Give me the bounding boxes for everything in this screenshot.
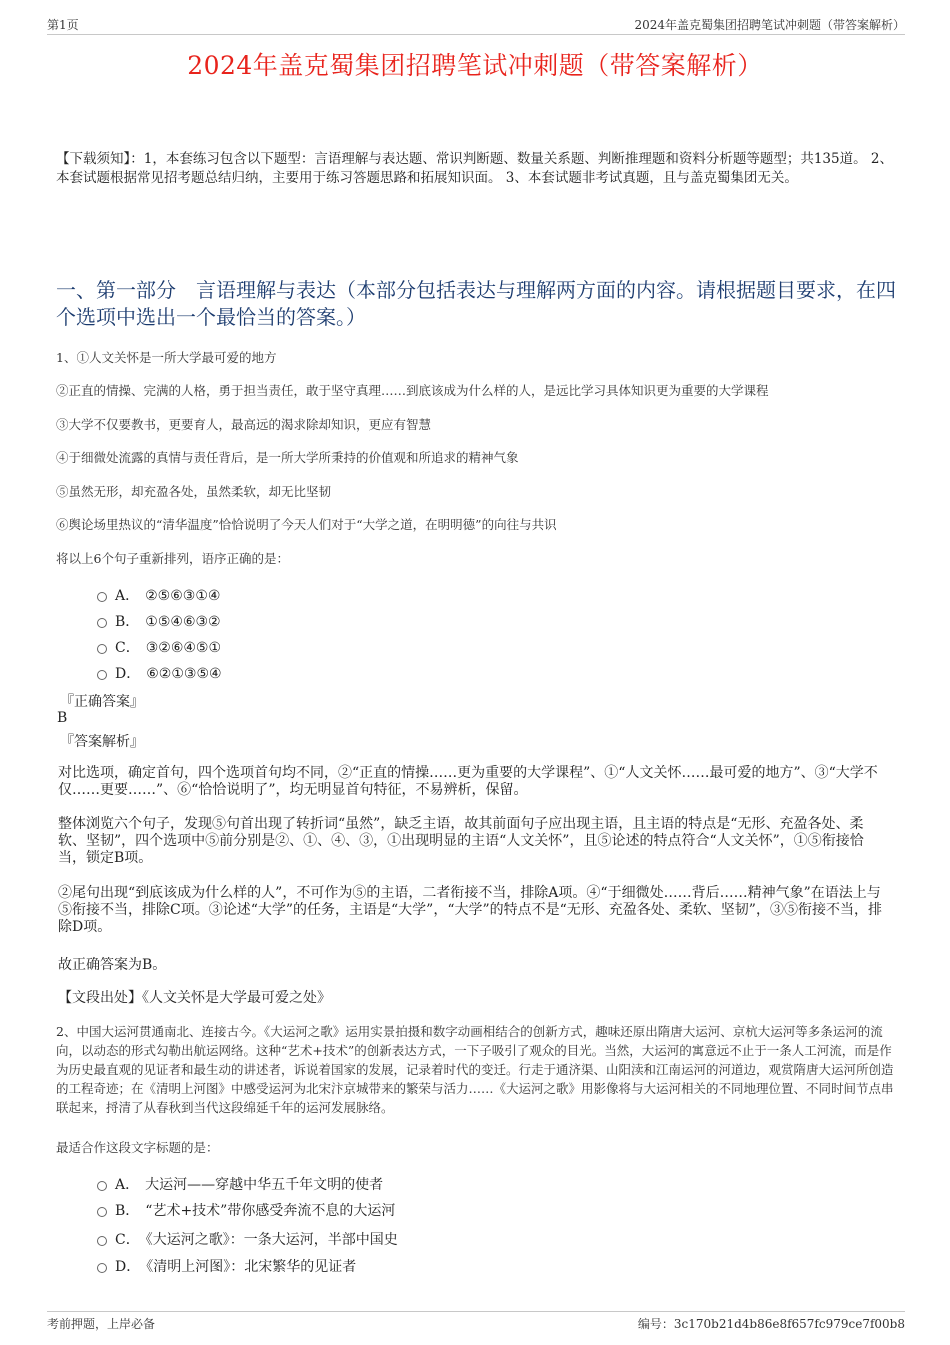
q1-sentence-4: ④于细微处流露的真情与责任背后，是一所大学所秉持的价值观和所追求的精神气象 bbox=[56, 450, 519, 465]
q1-stem: 1、①人文关怀是一所大学最可爱的地方 bbox=[56, 350, 277, 365]
q1-option-d[interactable]: D． ⑥②①③⑤④ bbox=[97, 663, 222, 683]
q1-sentence-2: ②正直的情操、完满的人格，勇于担当责任，敢于坚守真理……到底该成为什么样的人，是远比学习具体知识更为重要的大学课程 bbox=[56, 383, 769, 398]
q2-option-a[interactable]: A． 大运河——穿越中华五千年文明的使者 bbox=[97, 1174, 383, 1194]
document-title: 2024年盖克蜀集团招聘笔试冲刺题（带答案解析） bbox=[187, 51, 763, 80]
radio-icon[interactable] bbox=[97, 644, 107, 654]
footer-slogan: 考前押题，上岸必备 bbox=[47, 1317, 156, 1331]
q1-sentence-5: ⑤虽然无形，却充盈各处，虽然柔软，却无比坚韧 bbox=[56, 484, 332, 499]
radio-icon[interactable] bbox=[97, 618, 107, 628]
q1-sentence-6: ⑥舆论场里热议的“清华温度”恰恰说明了今天人们对于“大学之道，在明明德”的向往与共识 bbox=[56, 517, 557, 532]
section-heading: 一、第一部分 言语理解与表达（本部分包括表达与理解两方面的内容。请根据题目要求，在四个选项中选出一个最恰当的答案。） bbox=[56, 278, 896, 329]
q2-stem: 2、中国大运河贯通南北、连接古今。《大运河之歌》运用实景拍摄和数字动画相结合的创新方式，趣味还原出隋唐大运河、京杭大运河等多条运河的流向，以动态的形式勾勒出航运网络。这种“艺术+技术”的创新表达方式，一下子吸引了观众的目光。当然，大运河的寓意远不止于一条人工河流，而是作为历史最直观的见证者和最生动的讲述者，诉说着国家的发展，记录着时代的变迁。行走于通济渠、山阳渎和江南运河的河道边，观赏隋唐大运河所创造的工程奇迹；在《清明上河图》中感受运河为北宋汴京城带来的繁荣与活力……《大运河之歌》用影像将与大运河相关的不同地理位置、不同时间节点串联起来，捋清了从春秋到当代这段绵延千年的运河发展脉络。 bbox=[56, 1024, 894, 1115]
q2-option-d[interactable]: D． 《清明上河图》：北宋繁华的见证者 bbox=[97, 1256, 356, 1276]
page-header bbox=[47, 14, 905, 35]
q1-sentence-3: ③大学不仅要教书，更要育人，最高远的渴求除却知识，更应有智慧 bbox=[56, 417, 432, 432]
radio-icon[interactable] bbox=[97, 1181, 107, 1191]
download-notice: 【下载须知】：1，本套练习包含以下题型：言语理解与表达题、常识判断题、数量关系题、判断推理题和资料分析题等题型；共135道。 2、本套试题根据常见招考题总结归纳，主要用于练习答题思路和拓展知识面。 3、本套试题非考试真题，且与盖克蜀集团无关。 bbox=[56, 151, 893, 186]
page-number: 第1页 bbox=[47, 18, 79, 32]
analysis-paragraph: 整体浏览六个句子，发现⑤句首出现了转折词“虽然”，缺乏主语，故其前面句子应出现主语，且主语的特点是“无形、充盈各处、柔软、坚韧”，四个选项中⑤前分别是②、①、④、③，①出现明显的主语“人文关怀”，且⑤论述的特点符合“人文关怀”，①⑤衔接恰当，锁定B项。 bbox=[58, 816, 864, 866]
radio-icon[interactable] bbox=[97, 1263, 107, 1273]
analysis-label: 『答案解析』 bbox=[60, 734, 144, 750]
text-source: 【文段出处】《人文关怀是大学最可爱之处》 bbox=[58, 990, 331, 1006]
page-footer bbox=[47, 1311, 905, 1332]
analysis-conclusion: 故正确答案为B。 bbox=[58, 957, 167, 973]
analysis-paragraph: 对比选项，确定首句，四个选项首句均不同，②“正直的情操……更为重要的大学课程”、①“人文关怀……最可爱的地方”、③“大学不仅……更要……”、⑥“恰恰说明了”，均无明显首句特征，不易辨析，保留。 bbox=[58, 765, 878, 798]
correct-answer-label: 『正确答案』 bbox=[60, 694, 144, 710]
radio-icon[interactable] bbox=[97, 1207, 107, 1217]
radio-icon[interactable] bbox=[97, 1236, 107, 1246]
header-doc-title: 2024年盖克蜀集团招聘笔试冲刺题（带答案解析） bbox=[634, 18, 905, 32]
radio-icon[interactable] bbox=[97, 592, 107, 602]
q1-option-a[interactable]: A． ②⑤⑥③①④ bbox=[97, 585, 220, 605]
analysis-paragraph: ②尾句出现“到底该成为什么样的人”，不可作为⑤的主语，二者衔接不当，排除A项。④“于细微处……背后……精神气象”在语法上与⑤衔接不当，排除C项。③论述“大学”的任务，主语是“大学”，“大学”的特点不是“无形、充盈各处、柔软、坚韧”，③⑤衔接不当，排除D项。 bbox=[58, 885, 882, 935]
correct-answer: B bbox=[57, 710, 68, 726]
q1-option-b[interactable]: B． ①⑤④⑥③② bbox=[97, 611, 221, 631]
q1-prompt: 将以上6个句子重新排列，语序正确的是： bbox=[56, 551, 289, 566]
q2-option-b[interactable]: B． “艺术+技术”带你感受奔流不息的大运河 bbox=[97, 1200, 395, 1220]
q1-option-c[interactable]: C． ③②⑥④⑤① bbox=[97, 637, 221, 657]
q2-option-c[interactable]: C． 《大运河之歌》：一条大运河，半部中国史 bbox=[97, 1229, 398, 1249]
q2-prompt: 最适合作这段文字标题的是： bbox=[56, 1140, 219, 1155]
radio-icon[interactable] bbox=[97, 670, 107, 680]
document-id: 编号：3c170b21d4b86e8f657fc979ce7f00b8 bbox=[637, 1317, 905, 1331]
